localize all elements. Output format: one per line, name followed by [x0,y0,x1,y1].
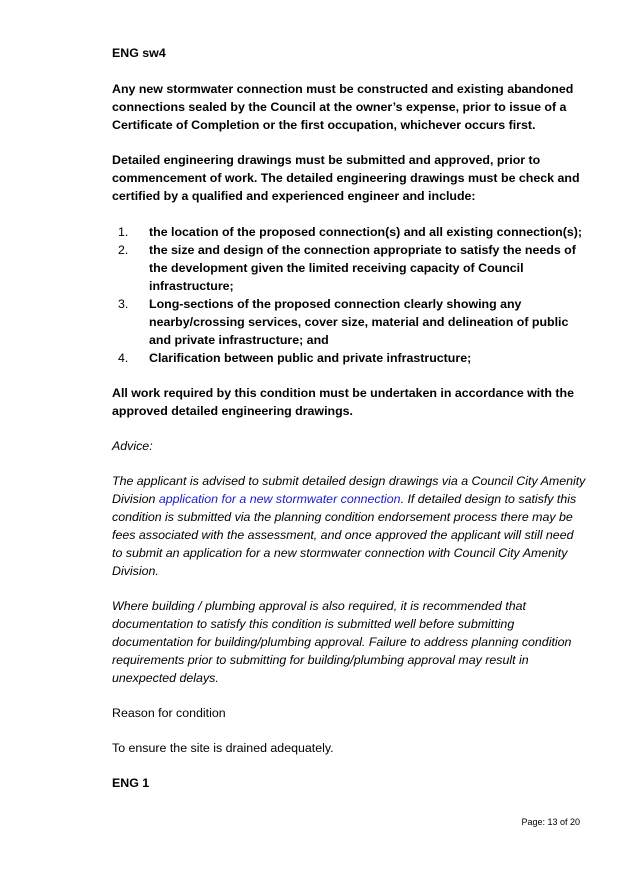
list-item-text: Long-sections of the proposed connection clearly showing any nearby/crossing services, cover size, material and delineation of public and private infrastructure; and [149,297,569,347]
list-item-text: the location of the proposed connection(s) and all existing connection(s); [149,225,583,239]
list-item-number: 3. [118,297,129,311]
condition-paragraph-work: All work required by this condition must be undertaken in accordance with the approved detailed engineering drawings. [112,386,574,418]
condition-paragraph-connection: Any new stormwater connection must be constructed and existing abandoned connections sealed by the Council at the owner’s expense, prior to issue of a Certificate of Completion or the first occupation, whichever occurs first. [112,82,574,132]
condition-heading-eng-1: ENG 1 [112,776,150,790]
advice-text-after-link: . If detailed design to satisfy this condition is submitted via the planning condition endorsement process there may be fees associated with the assessment, and once approved the applicant will still need to submit an application for a new stormwater connection with Council City Amenity Division. [112,492,577,578]
advice-paragraph-application [112,472,586,580]
advice-label: Advice: [112,439,153,453]
list-item-number: 2. [118,243,129,257]
advice-paragraph-building-approval: Where building / plumbing approval is also required, it is recommended that documentation to satisfy this condition is submitted well before submitting documentation for building/plumbing approval. Failure to address planning condition requirements prior to submitting for building/plumbing approval may result in unexpected delays. [112,599,572,685]
list-item [112,349,586,367]
list-item-number: 4. [118,351,129,365]
reason-label: Reason for condition [112,706,226,720]
advice-text-before-link: The applicant is advised to submit detailed design drawings via a Council City Amenity Division [112,474,586,506]
list-item [112,223,586,241]
list-item-number: 1. [118,225,129,239]
reason-text: To ensure the site is drained adequately. [112,741,334,755]
condition-paragraph-drawings: Detailed engineering drawings must be submitted and approved, prior to commencement of work. The detailed engineering drawings must be check and certified by a qualified and experienced engineer and include: [112,153,580,203]
stormwater-connection-application-link[interactable]: application for a new stormwater connection [158,492,401,506]
list-item-text: Clarification between public and private infrastructure; [149,351,472,365]
page-number: Page: 13 of 20 [521,817,580,827]
list-item-text: the size and design of the connection appropriate to satisfy the needs of the development given the limited receiving capacity of Council infrastructure; [149,243,576,293]
drawing-requirements-list [112,223,586,367]
list-item [112,241,586,295]
condition-heading-eng-sw4: ENG sw4 [112,46,166,60]
list-item [112,295,586,349]
document-page [112,44,586,792]
